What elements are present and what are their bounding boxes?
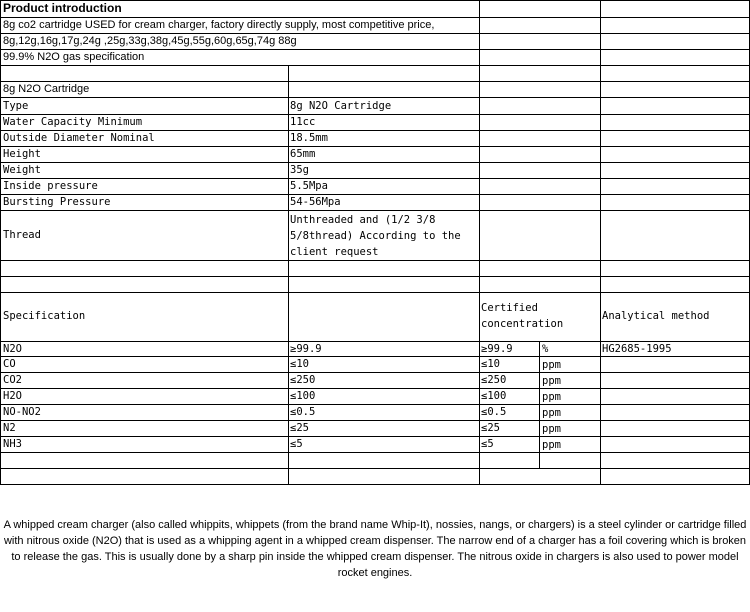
gas-spec: ≤250 bbox=[290, 374, 316, 386]
grid-line bbox=[0, 49, 750, 50]
header-line-2: 8g,12g,16g,17g,24g ,25g,33g,38g,45g,55g,60g,65g,74g 88g bbox=[3, 35, 297, 47]
col-header-specification: Specification bbox=[3, 310, 86, 322]
gas-spec: ≥99.9 bbox=[290, 343, 322, 355]
spec-label-weight: Weight bbox=[3, 164, 41, 176]
spec-label-height: Height bbox=[3, 148, 41, 160]
gas-spec: ≤10 bbox=[290, 358, 309, 370]
spec-label-type: Type bbox=[3, 100, 29, 112]
gas-unit: ppm bbox=[542, 375, 561, 387]
gas-cert: ≤0.5 bbox=[481, 406, 507, 418]
spec-value-bursting-pressure: 54-56Mpa bbox=[290, 196, 341, 208]
grid-line bbox=[0, 65, 750, 66]
gas-name: CO2 bbox=[3, 374, 22, 386]
grid-line bbox=[0, 436, 750, 437]
gas-cert: ≤100 bbox=[481, 390, 507, 402]
spec-label-inside-pressure: Inside pressure bbox=[3, 180, 98, 192]
grid-line bbox=[0, 81, 750, 82]
grid-line bbox=[0, 292, 750, 293]
grid-line bbox=[479, 0, 480, 485]
description-paragraph: A whipped cream charger (also called whippits, whippets (from the brand name Whip-It), nossies, nangs, or chargers) is a steel cylinder or cartridge filled with nitrous oxide (N2O) that is used as a whipping agent in a whipped cream dispenser. The narrow end of a charger has a foil covering which is broken to release the gas. This is usually done by a sharp pin inside the whipped cream dispenser. The nitrous oxide in chargers is also used to power model rocket engines. bbox=[3, 519, 747, 579]
gas-name: NO-NO2 bbox=[3, 406, 41, 418]
gas-unit: ppm bbox=[542, 359, 561, 371]
gas-name: N2O bbox=[3, 343, 22, 355]
gas-unit: ppm bbox=[542, 391, 561, 403]
gas-unit: ppm bbox=[542, 439, 561, 451]
spec-value-diameter: 18.5mm bbox=[290, 132, 328, 144]
spec-value-weight: 35g bbox=[290, 164, 309, 176]
gas-cert: ≤250 bbox=[481, 374, 507, 386]
grid-line bbox=[0, 404, 750, 405]
spec-label-thread: Thread bbox=[3, 229, 41, 241]
gas-name: NH3 bbox=[3, 438, 22, 450]
col-header-method: Analytical method bbox=[602, 310, 710, 322]
grid-line bbox=[600, 0, 601, 485]
grid-line bbox=[0, 372, 750, 373]
spec-label-bursting-pressure: Bursting Pressure bbox=[3, 196, 111, 208]
grid-line bbox=[0, 341, 750, 342]
gas-name: CO bbox=[3, 358, 16, 370]
grid-line bbox=[0, 17, 750, 18]
grid-line bbox=[0, 260, 750, 261]
grid-line bbox=[0, 452, 750, 453]
grid-line bbox=[0, 484, 750, 485]
header-line-1: 8g co2 cartridge USED for cream charger, factory directly supply, most competitive price, bbox=[3, 19, 435, 31]
gas-spec: ≤5 bbox=[290, 438, 303, 450]
product-intro-title: Product introduction bbox=[3, 1, 122, 15]
gas-spec: ≤100 bbox=[290, 390, 316, 402]
grid-line bbox=[0, 162, 750, 163]
grid-line bbox=[0, 130, 750, 131]
spec-label-diameter: Outside Diameter Nominal bbox=[3, 132, 155, 144]
gas-cert: ≤25 bbox=[481, 422, 500, 434]
spec-value-thread: Unthreaded and (1/2 3/8 5/8thread) According to the client request bbox=[290, 214, 461, 258]
grid-line bbox=[0, 194, 750, 195]
grid-line bbox=[0, 114, 750, 115]
col-header-certified: Certified concentration bbox=[481, 302, 564, 330]
spec-value-inside-pressure: 5.5Mpa bbox=[290, 180, 328, 192]
grid-line bbox=[288, 65, 289, 485]
grid-line bbox=[0, 468, 750, 469]
spec-heading: 8g N2O Cartridge bbox=[3, 83, 90, 95]
header-line-3: 99.9% N2O gas specification bbox=[3, 51, 145, 63]
spec-label-capacity: Water Capacity Minimum bbox=[3, 116, 143, 128]
gas-cert: ≥99.9 bbox=[481, 343, 513, 355]
spec-value-height: 65mm bbox=[290, 148, 316, 160]
spec-value-capacity: 11cc bbox=[290, 116, 316, 128]
spec-value-type: 8g N2O Cartridge bbox=[290, 100, 392, 112]
grid-line bbox=[0, 33, 750, 34]
grid-line bbox=[0, 178, 750, 179]
gas-name: N2 bbox=[3, 422, 16, 434]
gas-spec: ≤0.5 bbox=[290, 406, 316, 418]
gas-name: H2O bbox=[3, 390, 22, 402]
gas-spec: ≤25 bbox=[290, 422, 309, 434]
grid-line bbox=[0, 388, 750, 389]
grid-line bbox=[0, 0, 1, 485]
gas-unit: ppm bbox=[542, 407, 561, 419]
grid-line bbox=[0, 356, 750, 357]
grid-line bbox=[539, 341, 540, 468]
gas-cert: ≤10 bbox=[481, 358, 500, 370]
grid-line bbox=[0, 146, 750, 147]
gas-cert: ≤5 bbox=[481, 438, 494, 450]
grid-line bbox=[0, 210, 750, 211]
gas-unit: % bbox=[542, 343, 549, 355]
gas-unit: ppm bbox=[542, 423, 561, 435]
grid-line bbox=[0, 420, 750, 421]
grid-line bbox=[0, 276, 750, 277]
grid-line bbox=[0, 97, 750, 98]
gas-method: HG2685-1995 bbox=[602, 343, 672, 355]
